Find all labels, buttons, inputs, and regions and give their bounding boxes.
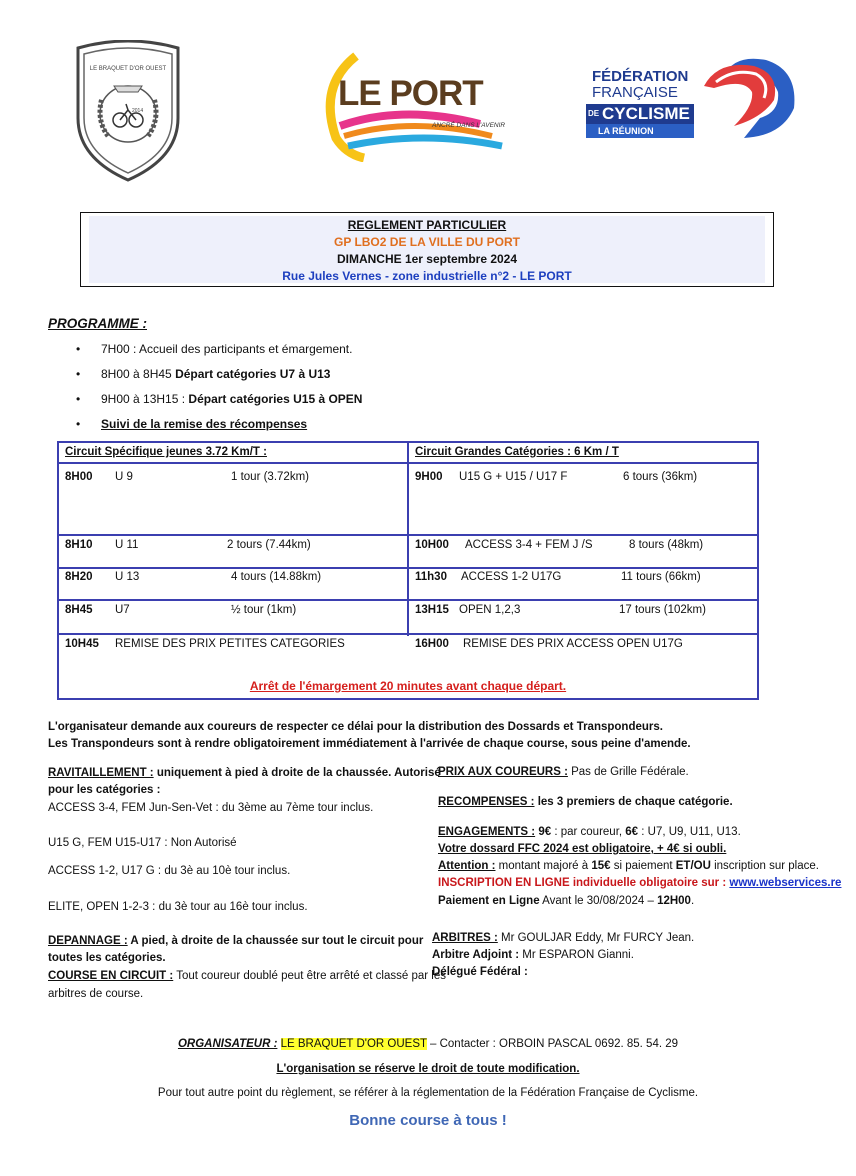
ffc-logo-de: DE xyxy=(588,109,600,118)
engagements-price: 9€ xyxy=(535,826,552,838)
schedule-category: U7 xyxy=(115,604,130,616)
recompenses-label: RECOMPENSES : xyxy=(438,796,535,808)
schedule-time: 10H00 xyxy=(415,539,449,551)
arbitres-line xyxy=(432,932,694,944)
schedule-time: 16H00 xyxy=(415,638,449,650)
schedule-left-header: Circuit Spécifique jeunes 3.72 Km/T : xyxy=(65,446,267,458)
engagements-text: : par coureur, xyxy=(551,826,626,838)
ffc-logo-line3: CYCLISME xyxy=(602,104,690,123)
organisateur-name: LE BRAQUET D'OR OUEST xyxy=(280,1038,427,1050)
dossard-notice: Votre dossard FFC 2024 est obligatoire, + 4€ si oubli. xyxy=(438,843,727,855)
attention-text: 15€ xyxy=(591,860,611,872)
schedule-time: 10H45 xyxy=(65,638,99,650)
attention-text: ET/OU xyxy=(675,860,711,872)
depannage-line xyxy=(48,935,423,947)
reglement-notice: Pour tout autre point du règlement, se référer à la réglementation de la Fédération Française de Cyclisme. xyxy=(157,1087,699,1099)
recompenses-text: les 3 premiers de chaque catégorie. xyxy=(534,796,733,808)
table-divider xyxy=(59,633,757,635)
attention-text: montant majoré à xyxy=(495,860,592,872)
schedule-category: U15 G + U15 / U17 F xyxy=(459,471,568,483)
ffc-logo-region: LA RÉUNION xyxy=(598,126,654,136)
engagements-price: 6€ xyxy=(625,826,639,838)
schedule-category: U 13 xyxy=(115,571,140,583)
schedule-time: 9H00 xyxy=(415,471,443,483)
table-divider xyxy=(59,534,757,536)
paiement-line xyxy=(438,895,694,907)
course-circuit-text: Tout coureur doublé peut être arrêté et classé par les xyxy=(173,970,446,982)
depannage-text2: toutes les catégories. xyxy=(48,952,166,964)
schedule-distance: 2 tours (7.44km) xyxy=(227,539,311,551)
programme-item xyxy=(76,367,330,381)
ravitaillement-text: uniquement à pied à droite de la chaussée. Autorisé xyxy=(153,767,441,779)
schedule-category: ACCESS 3-4 + FEM J /S xyxy=(465,539,593,551)
schedule-time: 8H45 xyxy=(65,604,93,616)
programme-heading: PROGRAMME : xyxy=(48,316,147,331)
depannage-text: A pied, à droite de la chaussée sur tout le circuit pour xyxy=(127,935,424,947)
title-line4: Rue Jules Vernes - zone industrielle n°2 - LE PORT xyxy=(282,269,572,283)
programme-item-bold: Départ catégories U7 à U13 xyxy=(175,367,331,381)
engagements-line xyxy=(438,826,741,838)
programme-item xyxy=(76,417,307,431)
schedule-category: OPEN 1,2,3 xyxy=(459,604,521,616)
organisateur-contact: – Contacter : ORBOIN PASCAL 0692. 85. 54. 29 xyxy=(426,1038,679,1050)
ffc-logo-line1: FÉDÉRATION xyxy=(592,68,689,85)
le-port-logo xyxy=(312,46,522,162)
schedule-right-header: Circuit Grandes Catégories : 6 Km / T xyxy=(415,446,619,458)
schedule-distance: 11 tours (66km) xyxy=(621,571,701,583)
braquet-logo-year: 2014 xyxy=(132,108,144,114)
organisateur-label: ORGANISATEUR : xyxy=(177,1038,278,1050)
course-circuit-text2: arbitres de course. xyxy=(48,988,144,1000)
ffc-logo-line2: FRANÇAISE xyxy=(592,84,678,101)
attention-label: Attention : xyxy=(438,860,496,872)
programme-item-plain: 7H00 : Accueil des participants et émargement. xyxy=(101,342,353,356)
ravitaillement-rule: ACCESS 1-2, U17 G : du 3è au 10è tour inclus. xyxy=(48,865,291,877)
schedule-distance: 6 tours (36km) xyxy=(623,471,698,483)
schedule-time: 11h30 xyxy=(415,571,447,583)
programme-item xyxy=(76,392,362,406)
bullet-icon: • xyxy=(76,417,81,431)
table-divider xyxy=(407,443,409,636)
inscription-text: INSCRIPTION EN LIGNE individuelle obligatoire sur : xyxy=(438,877,730,889)
ravitaillement-rule: U15 G, FEM U15-U17 : Non Autorisé xyxy=(48,837,237,849)
course-circuit-line xyxy=(48,970,446,982)
schedule-distance: 1 tour (3.72km) xyxy=(231,471,309,483)
arbitres-text: Mr GOULJAR Eddy, Mr FURCY Jean. xyxy=(497,932,695,944)
bullet-icon: • xyxy=(76,342,81,356)
schedule-distance: 8 tours (48km) xyxy=(629,539,704,551)
schedule-distance: ½ tour (1km) xyxy=(231,604,297,616)
schedule-time: 13H15 xyxy=(415,604,449,616)
attention-line xyxy=(438,860,819,872)
ravitaillement-line xyxy=(48,767,441,779)
prix-coureurs-line xyxy=(438,766,689,778)
ravitaillement-label: RAVITAILLEMENT : xyxy=(48,767,154,779)
paiement-text: . xyxy=(690,895,695,907)
title-line2: GP LBO2 DE LA VILLE DU PORT xyxy=(333,235,521,249)
table-divider xyxy=(59,462,757,464)
prix-coureurs-label: PRIX AUX COUREURS : xyxy=(438,766,568,778)
notice-line2: Les Transpondeurs sont à rendre obligatoirement immédiatement à l'arrivée de chaque course, sous peine d'amende. xyxy=(48,738,691,750)
arbitre-adjoint-label: Arbitre Adjoint : xyxy=(432,949,520,961)
programme-item-bold: Départ catégories U15 à OPEN xyxy=(188,392,363,406)
paiement-label: Paiement en Ligne xyxy=(438,895,540,907)
programme-item xyxy=(76,342,352,356)
notice-line1: L'organisateur demande aux coureurs de respecter ce délai pour la distribution des Dossards et Transpondeurs. xyxy=(48,721,663,733)
programme-item-plain: 9H00 à 13H15 : xyxy=(101,392,189,406)
webservices-link[interactable]: www.webservices.re xyxy=(729,877,842,889)
ravitaillement-text2: pour les catégories : xyxy=(48,784,161,796)
ravitaillement-rule: ELITE, OPEN 1-2-3 : du 3è tour au 16è tour inclus. xyxy=(48,901,308,913)
table-divider xyxy=(59,567,757,569)
schedule-category: REMISE DES PRIX PETITES CATEGORIES xyxy=(115,638,345,650)
schedule-time: 8H20 xyxy=(65,571,93,583)
reserve-notice: L'organisation se réserve le droit de toute modification. xyxy=(276,1063,580,1075)
prix-coureurs-text: Pas de Grille Fédérale. xyxy=(567,766,689,778)
course-circuit-label: COURSE EN CIRCUIT : xyxy=(48,970,174,982)
engagements-text: : U7, U9, U11, U13. xyxy=(638,826,741,838)
schedule-category: ACCESS 1-2 U17G xyxy=(461,571,562,583)
schedule-time: 8H00 xyxy=(65,471,93,483)
ffc-la-reunion-logo xyxy=(584,56,800,144)
organisateur-line xyxy=(0,1038,856,1050)
arbitres-label: ARBITRES : xyxy=(432,932,498,944)
arbitre-adjoint-text: Mr ESPARON Gianni. xyxy=(519,949,634,961)
schedule-distance: 4 tours (14.88km) xyxy=(231,571,322,583)
le-port-logo-tagline: ANCRÉ DANS L'AVENIR xyxy=(432,122,506,129)
programme-item-bold: Suivi de la remise des récompenses xyxy=(101,417,308,431)
schedule-category: U 9 xyxy=(115,471,133,483)
bonne-course-message: Bonne course à tous ! xyxy=(349,1112,507,1129)
inscription-line xyxy=(438,877,841,889)
programme-item-plain: 8H00 à 8H45 xyxy=(101,367,176,381)
attention-text: inscription sur place. xyxy=(710,860,819,872)
le-port-logo-name: LE PORT xyxy=(338,74,483,113)
schedule-note: Arrêt de l'émargement 20 minutes avant chaque départ. xyxy=(249,679,567,693)
recompenses-line xyxy=(438,796,733,808)
schedule-time: 8H10 xyxy=(65,539,93,551)
schedule-category: REMISE DES PRIX ACCESS OPEN U17G xyxy=(463,638,683,650)
attention-text: si paiement xyxy=(610,860,676,872)
braquet-dor-ouest-logo xyxy=(74,40,182,182)
paiement-text: 12H00 xyxy=(657,895,691,907)
engagements-label: ENGAGEMENTS : xyxy=(438,826,536,838)
ravitaillement-rule: ACCESS 3-4, FEM Jun-Sen-Vet : du 3ème au 7ème tour inclus. xyxy=(48,802,374,814)
paiement-text: Avant le 30/08/2024 – xyxy=(539,895,658,907)
bullet-icon: • xyxy=(76,392,81,406)
title-box xyxy=(80,212,774,287)
bullet-icon: • xyxy=(76,367,81,381)
schedule-distance: 17 tours (102km) xyxy=(619,604,706,616)
braquet-logo-text: LE BRAQUET D'OR OUEST xyxy=(89,66,167,72)
table-divider xyxy=(59,599,757,601)
arbitre-adjoint-line xyxy=(432,949,634,961)
title-line3: DIMANCHE 1er septembre 2024 xyxy=(336,252,518,266)
title-inner xyxy=(89,216,765,283)
schedule-table xyxy=(57,441,759,700)
schedule-category: U 11 xyxy=(115,539,139,551)
title-line1: REGLEMENT PARTICULIER xyxy=(347,218,507,232)
depannage-label: DEPANNAGE : xyxy=(48,935,128,947)
delegue-federal-label: Délégué Fédéral : xyxy=(432,966,528,978)
